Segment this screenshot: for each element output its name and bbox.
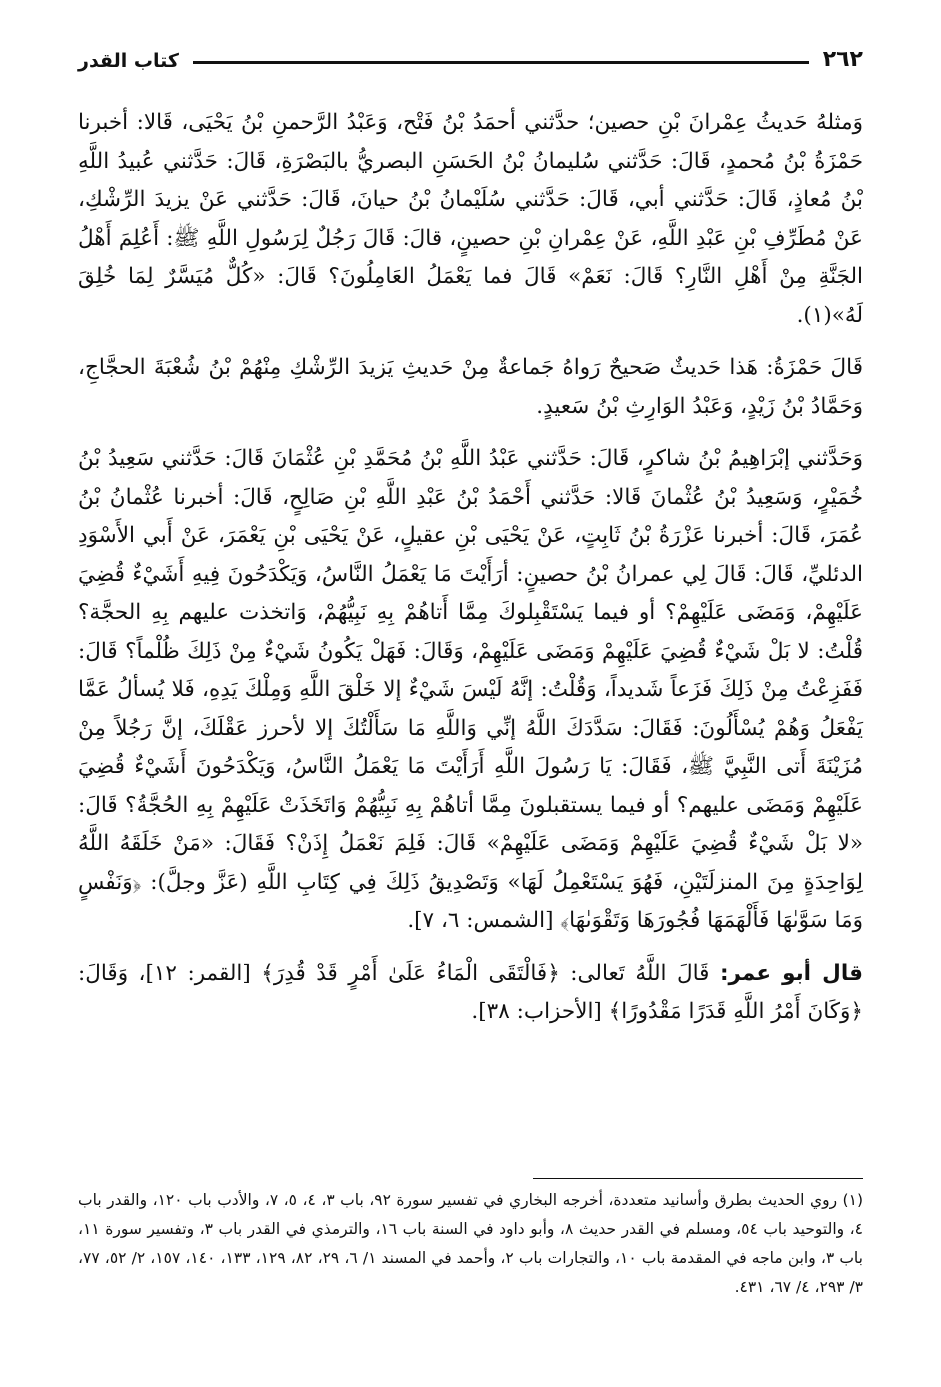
paragraph-body: وَمثلهُ حَديثُ عِمْرانَ بْنِ حصين؛ حدَّثني أحمَدُ بْنُ فَتْح، وَعَبْدُ الرَّحمنِ بْنُ يَحْيَى، قَالا: أخبرنا حَمْزَةُ بْنُ مُحمدٍ، قَالَ: حَدَّثني سُليمانُ بْنُ الحَسَنِ البصريُّ بالبَصْرَةِ، قَالَ: حَدَّثني عُبيدُ اللَّهِ بْنُ مُعاذٍ، قَالَ: حَدَّثني أبي، قَالَ: حَدَّثني سُلَيْمانُ بْنُ حيانَ، قَالَ: حَدَّثني عَنْ يزيدَ الرِّشْكِ، عَنْ مُطَرِّفِ بْنِ عَبْدِ اللَّهِ، عَنْ عِمْرانِ بْنِ حصينٍ، قالَ: قَالَ رَجُلٌ لِرَسُولِ اللَّهِ ﷺ: أَعُلِمَ أَهْلُ الجَنَّةِ مِنْ أَهْلِ النَّارِ؟ قَالَ: نَعَمْ» قَالَ فما يَعْمَلُ العَامِلُونَ؟ قَالَ: «كُلٌّ مُيَسَّرٌ لِمَا خُلِقَ لَهُ»(١). — [78, 110, 863, 328]
paragraph-hamza-comment — [78, 349, 863, 426]
paragraph-hadith-imran — [78, 104, 863, 335]
paragraph-body: وَحَدَّثني إبْرَاهِيمُ بْنُ شاكرٍ، قَالَ: حَدَّثني عَبْدُ اللَّهِ بْنُ مُحَمَّدِ بْنِ عُثْمَانَ قَالَ: حَدَّثني سَعِيدُ بْنُ خُمَيْرٍ، وَسَعِيدُ بْنُ عُثْمانَ قَالا: حَدَّثني أَحْمَدُ بْنُ عَبْدِ اللَّهِ بْنِ صَالِحٍ، قَالَ: أخبرنا عُثْمانُ بْنُ عُمَرَ، قَالَ: أخبرنا عَزْرَةُ بْنُ ثَابِتٍ، عَنْ يَحْيَى بْنِ عقيلٍ، عَنْ يَحْيَى بْنِ يَعْمَرَ، عَنْ أَبي الأَسْوَدِ الدئليِّ، قَالَ: قَالَ لِي عمرانُ بْنُ حصينٍ: أرَأَيْتَ مَا يَعْمَلُ النَّاسُ، وَيَكْدَحُونَ فِيهِ أَشَيْءٌ قُضِيَ عَلَيْهِمْ، وَمَضَى عَلَيْهِمْ؟ أو فيما يَسْتَقْبِلوكَ مِمَّا أَتاهُمْ بِهِ نَبِيُّهُمْ، وَاتخذت عليهم بِهِ الحجَّة؟ قُلْتُ: لا بَلْ شَيْءٌ قُضِيَ عَلَيْهِمْ وَمَضَى عَلَيْهِمْ، وَقَالَ: فَهَلْ يَكُونُ شَيْءٌ مِنْ ذَلِكَ ظُلْماً؟ قَالَ: فَفَزِعْتُ مِنْ ذَلِكَ فَزَعاً شَديداً، وَقُلْتُ: إنَّهُ لَيْسَ شَيْءٌ إلا خَلْقَ اللَّهِ وَمِلْكَ يَدِهِ، فَلا يُسألُ عَمَّا يَفْعَلُ وَهُمْ يُسْأَلُونَ: فَقَالَ: سَدَّدَكَ اللَّهُ إنِّي وَاللَّهِ مَا سَأَلْتُكَ إلا لأحرز عَقْلَكَ، إنَّ رَجُلاً مِنْ مُزَيْنَةَ أَتى النَّبِيَّ ﷺ، فَقَالَ: يَا رَسُولَ اللَّهِ أَرَأَيْتَ مَا يَعْمَلُ النَّاسُ، وَيَكْدَحُونَ أَشَيْءٌ قُضِيَ عَلَيْهِمْ وَمَضَى عليهم؟ أو فيما يستقبلونَ مِمَّا أتاهُمْ بِهِ نَبِيُّهُمْ وَاتَخَذَتْ عَلَيْهِمْ بِهِ الحُجَّةُ؟ قَالَ: «لا بَلْ شَيْءٌ قُضِيَ عَلَيْهِمْ وَمَضَى عَلَيْهِمْ» قَالَ: فَلِمَ نَعْمَلُ إِذَنْ؟ فَقَالَ: «مَنْ خَلَقَهُ اللَّهُ لِوَاحِدَةٍ مِنَ المنزلَتَيْنِ، فَهُوَ يَسْتَعْمِلُ لَهَا» وَتَصْدِيقُ ذَلِكَ فِي كِتَابِ اللَّهِ (عَزَّ وجلَّ): ﴿وَنَفْسٍ وَمَا سَوَّىٰهَا فَأَلْهَمَهَا فُجُورَهَا وَتَقْوَىٰهَا﴾ [الشمس: ٦، ٧]. — [78, 446, 863, 933]
page-header — [78, 36, 863, 72]
running-title: كتاب القدر — [78, 50, 179, 72]
paragraph-abu-umar — [78, 955, 863, 1032]
paragraph-lead: قال أبو عمر: — [719, 960, 863, 986]
paragraph-body: قَالَ اللَّهُ تَعالى: ﴿فَالْتَقَى الْمَاءُ عَلَىٰ أَمْرٍ قَدْ قُدِرَ﴾ [القمر: ١٢]، وَقَالَ: ﴿وَكَانَ أَمْرُ اللَّهِ قَدَرًا مَقْدُورًا﴾ [الأحزاب: ٣٨]. — [78, 960, 863, 1024]
footnote-1: (١) روي الحديث بطرق وأسانيد متعددة، أخرجه البخاري في تفسير سورة ٩٢، باب ٣، ٤، ٥، ٧، والأدب باب ١٢٠، والقدر باب ٤، والتوحيد باب ٥٤، ومسلم في القدر حديث ٨، وأبو داود في السنة باب ١٦، والترمذي في القدر باب ٣، وتفسير سورة ١١، باب ٣، وابن ماجه في المقدمة باب ١٠، والتجارات باب ٢، وأحمد في المسند ١/ ٦، ٢٩، ٨٢، ١٢٩، ١٣٣، ١٤٠، ١٥٧، ٢/ ٥٢، ٧٧، ٣/ ٢٩٣، ٤/ ٦٧، ٤٣١. — [78, 1191, 863, 1296]
footnotes — [78, 1186, 863, 1302]
page-number: ٢٦٢ — [822, 47, 863, 72]
footnote-separator — [533, 1178, 863, 1179]
paragraph-ibrahim-chain — [78, 440, 863, 941]
header-rule — [193, 61, 809, 64]
paragraph-body: قَالَ حَمْزَةُ: هَذا حَديثٌ صَحيحٌ رَواهُ جَماعةٌ مِنْ حَديثِ يَزيدَ الرِّشْكِ مِنْهُمْ بْنُ شُعْبَةَ الحجَّاجِ، وَحَمَّادُ بْنُ زَيْدٍ، وَعَبْدُ الوَارِثِ بْنُ سَعيدٍ. — [78, 355, 863, 419]
main-text — [78, 104, 863, 1046]
